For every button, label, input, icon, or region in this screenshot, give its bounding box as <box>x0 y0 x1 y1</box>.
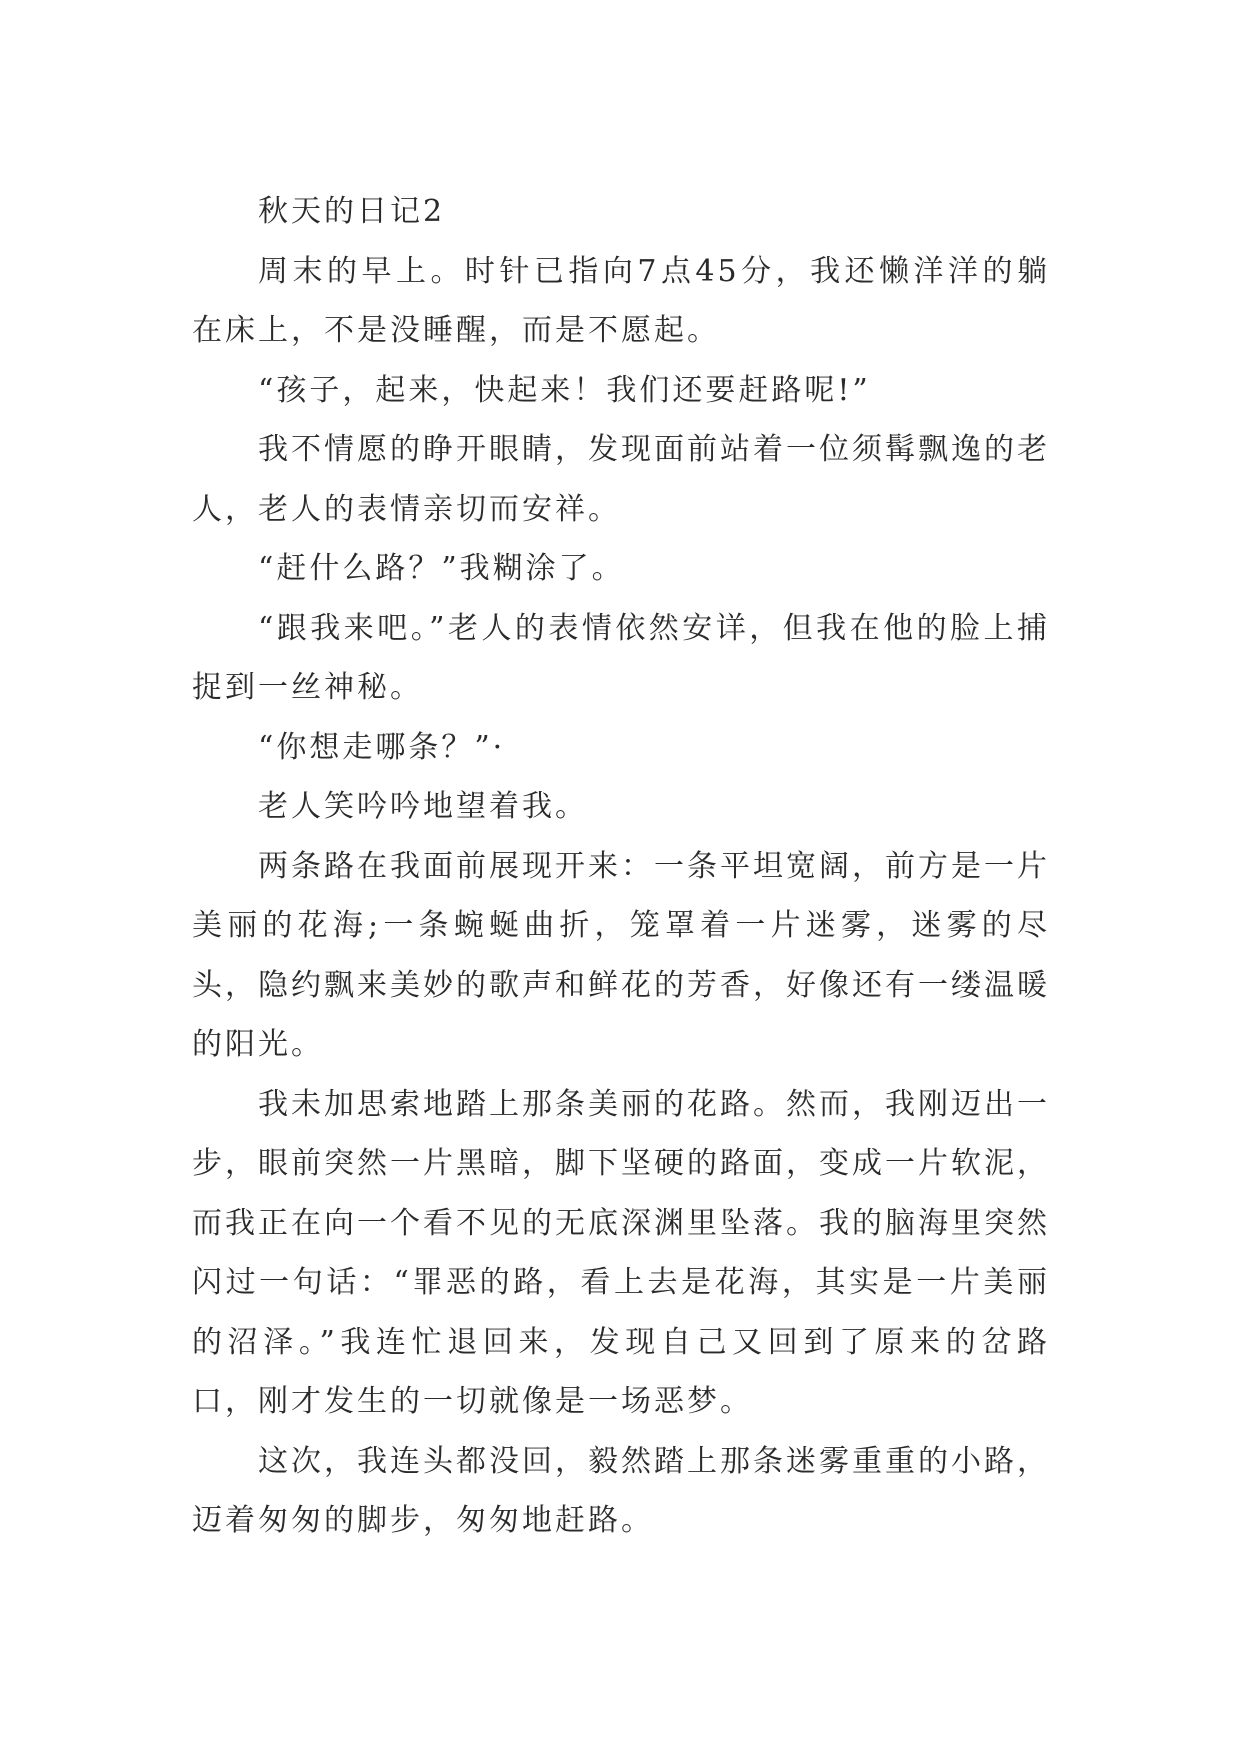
paragraph: 我不情愿的睁开眼睛，发现面前站着一位须髯飘逸的老人，老人的表情亲切而安祥。 <box>192 432 1050 527</box>
paragraph: “赶什么路？”我糊涂了。 <box>258 551 625 586</box>
paragraph: “你想走哪条？”· <box>258 729 506 765</box>
paragraph: 老人笑吟吟地望着我。 <box>258 789 588 824</box>
paragraph: 我未加思索地踏上那条美丽的花路。然而，我刚迈出一步，眼前突然一片黑暗，脚下坚硬的路面，变成一片软泥，而我正在向一个看不见的无底深渊里坠落。我的脑海里突然闪过一句话：“罪恶的路，看上去是花海，其实是一片美丽的沼泽。”我连忙退回来，发现自己又回到了原来的岔路口，刚才发生的一切就像是一场恶梦。 <box>192 1086 1050 1419</box>
paragraph: “孩子，起来，快起来！我们还要赶路呢!” <box>258 372 871 408</box>
paragraph: 这次，我连头都没回，毅然踏上那条迷雾重重的小路，迈着匆匆的脚步，匆匆地赶路。 <box>192 1443 1050 1538</box>
paragraph: “跟我来吧。”老人的表情依然安详，但我在他的脸上捕捉到一丝神秘。 <box>192 610 1050 705</box>
document-body <box>192 182 1050 1551</box>
paragraph: 两条路在我面前展现开来：一条平坦宽阔，前方是一片美丽的花海;一条蜿蜒曲折，笼罩着一片迷雾，迷雾的尽头，隐约飘来美妙的歌声和鲜花的芳香，好像还有一缕温暖的阳光。 <box>192 848 1050 1062</box>
paragraph: 周末的早上。时针已指向7点45分，我还懒洋洋的躺在床上，不是没睡醒，而是不愿起。 <box>192 253 1050 348</box>
diary-title: 秋天的日记2 <box>258 194 446 229</box>
